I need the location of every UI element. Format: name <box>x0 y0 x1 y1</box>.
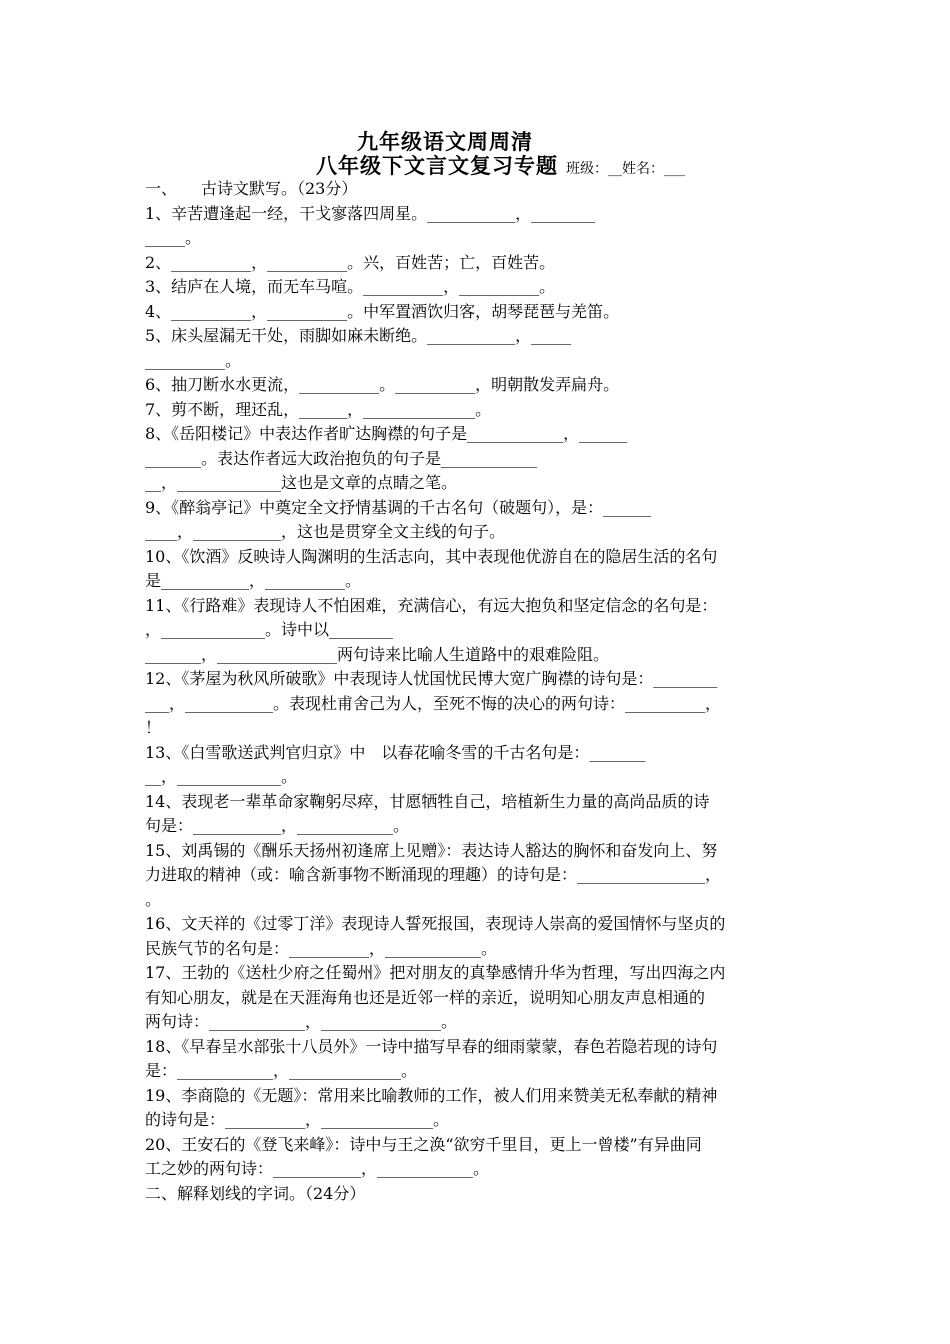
text-line: 力进取的精神（或：喻含新事物不断涌现的理趣）的诗句是：________________， <box>145 865 722 884</box>
text-line: 工之妙的两句诗：___________，____________。 <box>145 1159 490 1178</box>
document-subtitle: 八年级下文言文复习专题 <box>316 153 558 178</box>
document-subtitle-line <box>316 150 685 180</box>
document-body <box>145 177 810 1206</box>
text-line: 17、王勃的《送杜少府之任蜀州》把对朋友的真挚感情升华为哲理，写出四海之内 <box>145 963 726 982</box>
text-line: 5、床头屋漏无干处，雨脚如麻未断绝。___________，_____ <box>145 326 572 345</box>
text-line: 13、《白雪歌送武判官归京》中 以春花喻冬雪的千古名句是：_______ <box>145 742 646 762</box>
text-line: 14、表现老一辈革命家鞠躬尽瘁，甘愿牺牲自己，培植新生力量的高尚品质的诗 <box>145 791 710 811</box>
text-line: 。 <box>145 889 162 909</box>
text-line: 3、结庐在人境，而无车马喧。__________，__________。 <box>145 277 556 296</box>
text-line: _____。 <box>145 228 202 247</box>
text-line: 12、《茅屋为秋风所破歌》中表现诗人忧国忧民博大宽广胸襟的诗句是：________ <box>145 669 718 688</box>
text-line: 是：____________，______________。 <box>145 1061 418 1080</box>
student-info: 班级：__姓名：___ <box>566 161 685 177</box>
text-line: 民族气节的名句是：__________，____________。 <box>145 938 498 958</box>
text-line: 是___________，__________。 <box>145 571 362 590</box>
document-title: 九年级语文周周清 <box>357 129 533 154</box>
section-heading: 二、解释划线的字词。（24分） <box>145 1183 366 1203</box>
text-line: 9、《醉翁亭记》中奠定全文抒情基调的千古名句（破题句），是：______ <box>145 497 652 517</box>
text-line: ___，___________。表现杜甫舍己为人，至死不悔的决心的两句诗：__________， <box>145 693 722 713</box>
text-line: 10、《饮酒》反映诗人陶渊明的生活志向，其中表现他优游自在的隐居生活的名句 <box>145 546 718 566</box>
text-line: 7、剪不断，理还乱，______，______________。 <box>145 399 492 419</box>
text-line: 11、《行路难》表现诗人不怕困难，充满信心，有远大抱负和坚定信念的名句是： <box>145 595 718 615</box>
text-line: 16、文天祥的《过零丁洋》表现诗人誓死报国，表现诗人崇高的爱国情怀与坚贞的 <box>145 914 726 933</box>
text-line: 句是：___________，____________。 <box>145 816 410 835</box>
text-line: 19、李商隐的《无题》：常用来比喻教师的工作，被人们用来赞美无私奉献的精神 <box>145 1085 718 1105</box>
text-line: ，_____________。诗中以________ <box>145 620 394 639</box>
text-line: __，_____________这也是文章的点睛之笔。 <box>145 473 458 492</box>
text-line: 4、__________，__________。中军置酒饮归客，胡琴琵琶与羌笛。 <box>145 301 620 321</box>
text-line: 8、《岳阳楼记》中表达作者旷达胸襟的句子是____________，______ <box>145 424 628 443</box>
text-line: 两句诗：____________，_______________。 <box>145 1012 458 1031</box>
text-line: _______。表达作者远大政治抱负的句子是____________ <box>145 448 538 468</box>
text-line: 18、《早春呈水部张十八员外》一诗中描写早春的细雨蒙蒙，春色若隐若现的诗句 <box>145 1036 718 1056</box>
text-line: 20、王安石的《登飞来峰》：诗中与王之涣“欲穷千里目，更上一曾楼”有异曲同 <box>145 1134 702 1154</box>
text-line: ！ <box>145 718 162 737</box>
text-line: _______，_______________两句诗来比喻人生道路中的艰难险阻。 <box>145 644 610 664</box>
text-line: 的诗句是：__________，______________。 <box>145 1110 450 1129</box>
text-line: __，_____________。 <box>145 767 298 786</box>
text-line: 有知心朋友，就是在天涯海角也还是近邻一样的亲近，说明知心朋友声息相通的 <box>145 987 706 1007</box>
text-line: ____，___________，这也是贯穿全文主线的句子。 <box>145 522 506 541</box>
text-line: 2、__________，__________。兴，百姓苦；亡，百姓苦。 <box>145 252 556 272</box>
text-line: 15、刘禹锡的《酬乐天扬州初逢席上见赠》：表达诗人豁达的胸怀和奋发向上、努 <box>145 840 718 860</box>
text-line: 6、抽刀断水水更流，__________。__________，明朝散发弄扁舟。 <box>145 375 620 394</box>
section-heading: 一、 古诗文默写。（23分） <box>145 179 358 198</box>
text-line: 1、辛苦遭逢起一经，干戈寥落四周星。___________，________ <box>145 203 596 223</box>
text-line: __________。 <box>145 350 242 370</box>
